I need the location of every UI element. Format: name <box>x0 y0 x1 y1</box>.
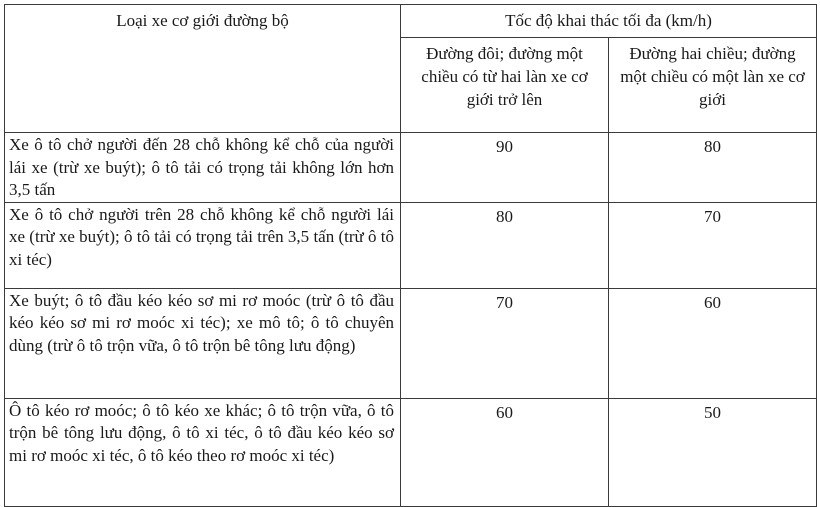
vehicle-type-cell: Ô tô kéo rơ moóc; ô tô kéo xe khác; ô tô trộn vữa, ô tô trộn bê tông lưu động, ô tô xi téc, ô tô đầu kéo kéo sơ mi rơ moóc xi téc, ô tô kéo theo rơ moóc xi téc) <box>5 398 401 506</box>
vehicle-type-cell: Xe ô tô chở người trên 28 chỗ không kể chỗ người lái xe (trừ xe buýt); ô tô tải có trọng tải trên 3,5 tấn (trừ ô tô xi téc) <box>5 202 401 288</box>
table-row <box>5 398 817 506</box>
table-header-row <box>5 5 817 38</box>
table-row <box>5 288 817 398</box>
divided-road-speed-cell: 60 <box>401 398 609 506</box>
speed-limit-table-container <box>4 4 816 490</box>
subheader-two-way-road: Đường hai chiều; đường một chiều có một làn xe cơ giới <box>609 38 817 133</box>
header-max-speed: Tốc độ khai thác tối đa (km/h) <box>401 5 817 38</box>
subheader-divided-road: Đường đôi; đường một chiều có từ hai làn xe cơ giới trở lên <box>401 38 609 133</box>
two-way-road-speed-cell: 50 <box>609 398 817 506</box>
table-row <box>5 133 817 203</box>
vehicle-type-cell: Xe buýt; ô tô đầu kéo kéo sơ mi rơ moóc (trừ ô tô đầu kéo kéo sơ mi rơ moóc xi téc); xe mô tô; ô tô chuyên dùng (trừ ô tô trộn vữa, ô tô trộn bê tông lưu động) <box>5 288 401 398</box>
table-row <box>5 202 817 288</box>
header-vehicle-type: Loại xe cơ giới đường bộ <box>5 5 401 133</box>
divided-road-speed-cell: 80 <box>401 202 609 288</box>
two-way-road-speed-cell: 60 <box>609 288 817 398</box>
two-way-road-speed-cell: 70 <box>609 202 817 288</box>
divided-road-speed-cell: 70 <box>401 288 609 398</box>
two-way-road-speed-cell: 80 <box>609 133 817 203</box>
divided-road-speed-cell: 90 <box>401 133 609 203</box>
speed-limit-table <box>4 4 817 507</box>
vehicle-type-cell: Xe ô tô chở người đến 28 chỗ không kể chỗ của người lái xe (trừ xe buýt); ô tô tải có trọng tải không lớn hơn 3,5 tấn <box>5 133 401 203</box>
